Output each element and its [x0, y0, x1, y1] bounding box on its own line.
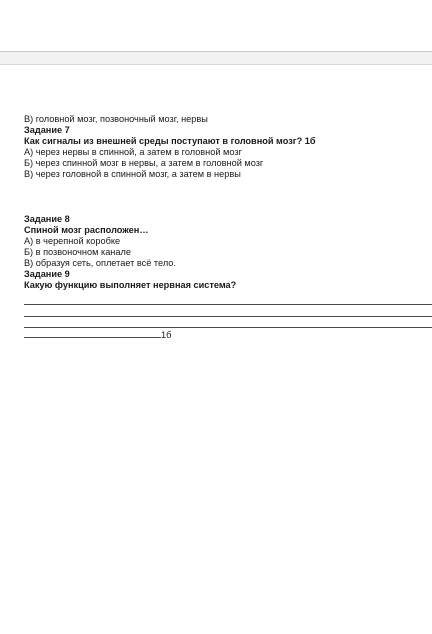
page-separator	[0, 51, 432, 65]
answer-blank	[24, 328, 161, 338]
task7-title: Задание 7	[24, 125, 70, 135]
answer-line-1	[24, 304, 432, 305]
task8-question: Спиной мозг расположен…	[24, 225, 149, 235]
task7-option-a: А) через нервы в спинной, а затем в головной мозг	[24, 147, 242, 157]
task9-question: Какую функцию выполняет нервная система?	[24, 280, 237, 290]
task9-title: Задание 9	[24, 269, 70, 279]
task7-option-c: В) через головной в спинной мозг, а затем в нервы	[24, 169, 241, 179]
top-blank-area	[0, 0, 432, 51]
task8-option-c: В) образуя сеть, оплетает всё тело.	[24, 258, 176, 268]
task8-option-a: А) в черепной коробке	[24, 236, 121, 246]
task7-option-b: Б) через спинной мозг в нервы, а затем в головной мозг	[24, 158, 264, 168]
task8-title: Задание 8	[24, 214, 70, 224]
answer-line-2	[24, 316, 432, 317]
task6-option-c: В) головной мозг, позвоночный мозг, нервы	[24, 114, 208, 124]
task9-points: 1б	[161, 330, 172, 340]
task7-question: Как сигналы из внешней среды поступают в головной мозг? 1б	[24, 136, 316, 146]
answer-line-4	[24, 328, 171, 341]
task8-option-b: Б) в позвоночном канале	[24, 247, 131, 257]
